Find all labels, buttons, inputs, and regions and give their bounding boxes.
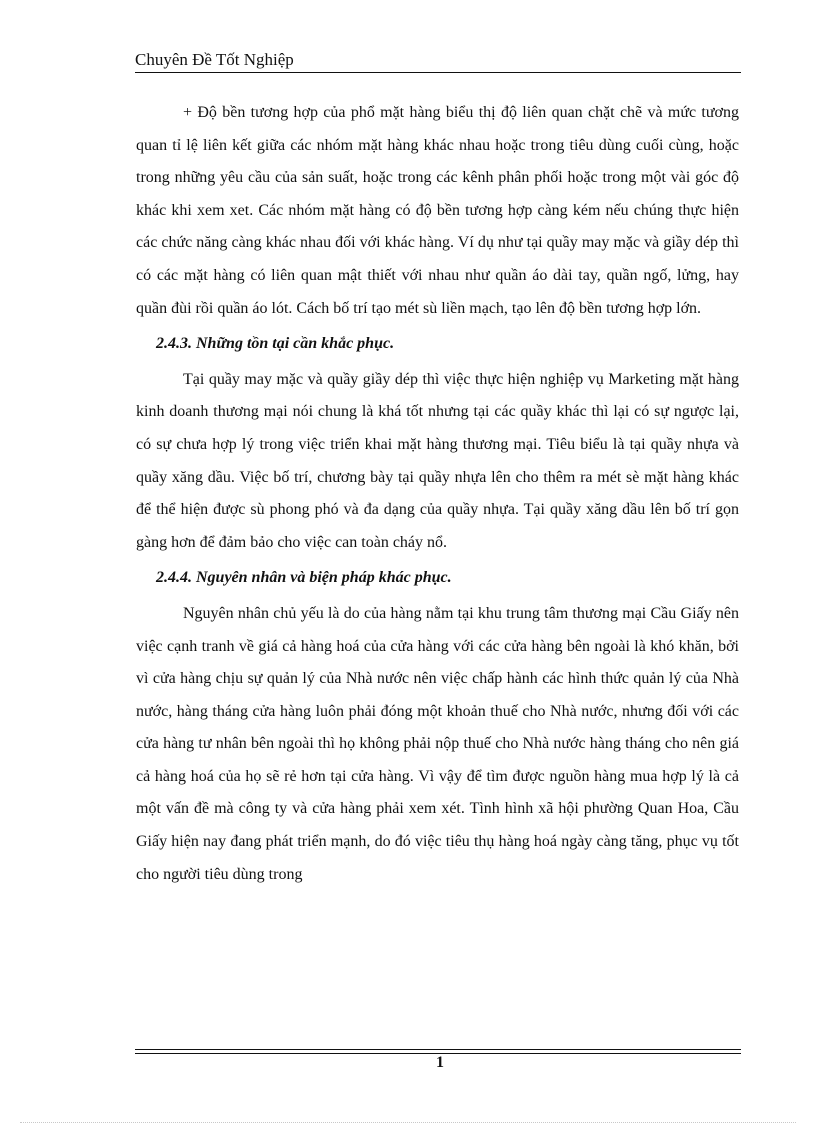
header-divider: [135, 72, 741, 73]
section-heading: 2.4.4. Nguyên nhân và biện pháp khác phục.: [156, 569, 452, 587]
paragraph: Tại quầy may mặc và quầy giầy dép thì việc thực hiện nghiệp vụ Marketing mặt hàng kinh doanh thương mại nói chung là khá tốt nhưng tại các quầy khác thì lại có sự ngược lại, có sự chưa hợp lý trong việc triển khai mặt hàng thương mại. Tiêu biểu là tại quầy nhựa và quầy xăng dầu. Việc bố trí, chương bày tại quầy nhựa lên cho thêm ra mét sè mặt hàng khác để thể hiện được sù phong phó và đa dạng của quầy nhựa. Tại quầy xăng dầu lên bố trí gọn gàng hơn để đảm bảo cho việc can toàn cháy nổ.: [136, 370, 739, 551]
page-header: [135, 49, 741, 73]
document-body: [136, 97, 739, 891]
section-heading: 2.4.3. Những tồn tại cần khắc phục.: [156, 335, 395, 353]
document-title: Chuyên Đề Tốt Nghiệp: [135, 50, 294, 69]
paragraph: + Độ bền tương hợp của phổ mặt hàng biểu thị độ liên quan chặt chẽ và mức tương quan tỉ lệ liên kết giữa các nhóm mặt hàng khác nhau hoặc trong tiêu dùng cuối cùng, hoặc trong những yêu cầu của sản suất, hoặc trong các kênh phân phối hoặc trong một vài góc độ khác khi xem xet. Các nhóm mặt hàng có độ bền tương hợp càng kém nếu chúng thực hiện các chức năng càng khác nhau đối với khác hàng. Ví dụ như tại quầy may mặc và giầy dép thì có các mặt hàng có liên quan mật thiết với nhau như quần áo dài tay, quần ngố, lửng, hay quần đùi rồi quần áo lót. Cách bố trí tạo mét sù liền mạch, tạo lên độ bền tương hợp lớn.: [136, 104, 739, 317]
page-number: 1: [436, 1054, 444, 1071]
paragraph: Nguyên nhân chủ yếu là do của hàng nằm tại khu trung tâm thương mại Cầu Giấy nên việc cạnh tranh về giá cả hàng hoá của cửa hàng với các cửa hàng bên ngoài là khó khăn, bởi vì cửa hàng chịu sự quản lý của Nhà nước nên việc chấp hành các hình thức quản lý của Nhà nước, hàng tháng cửa hàng luôn phải đóng một khoản thuế cho Nhà nước, nhưng đối với các cửa hàng tư nhân bên ngoài thì họ không phải nộp thuế cho Nhà nước hàng tháng cho nên giá cả hàng hoá của họ sẽ rẻ hơn tại cửa hàng. Vì vậy để tìm được nguồn hàng mua hợp lý là cả một vấn đề mà công ty và cửa hàng phải xem xét. Tình hình xã hội phường Quan Hoa, Cầu Giấy hiện nay đang phát triển mạnh, do đó việc tiêu thụ hàng hoá ngày càng tăng, phục vụ tốt cho người tiêu dùng trong: [136, 604, 739, 883]
